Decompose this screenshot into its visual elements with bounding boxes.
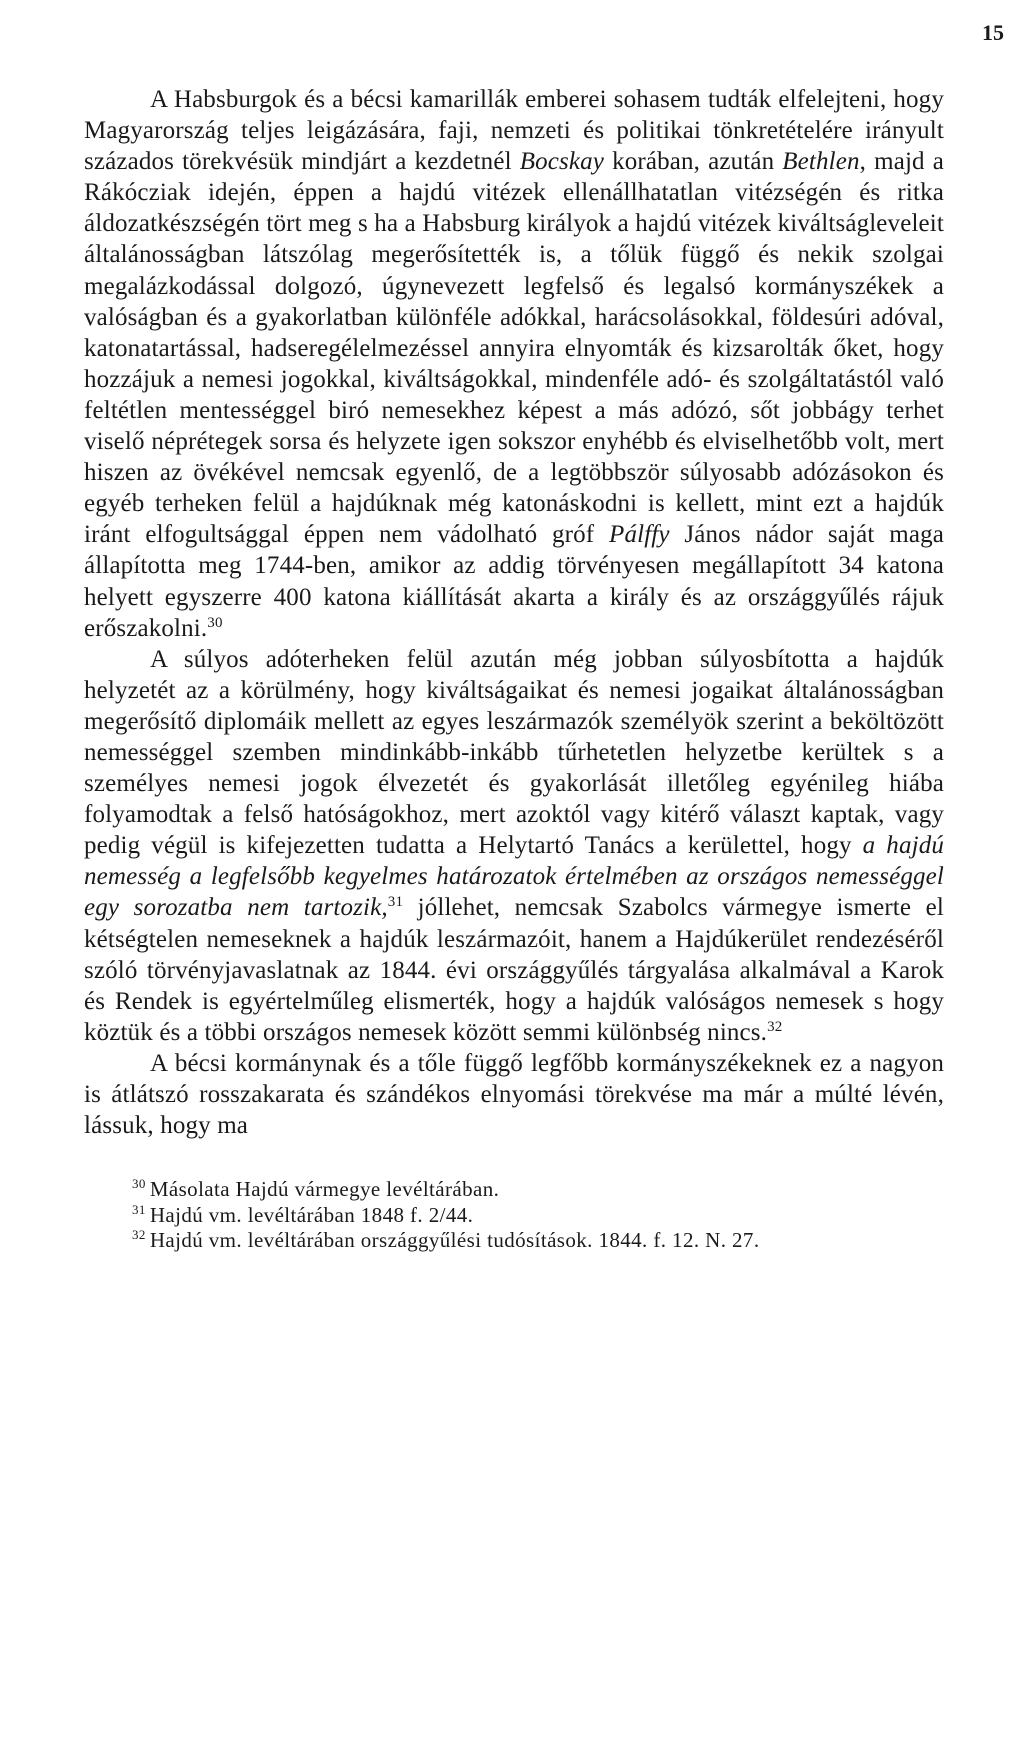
paragraph (84, 1048, 944, 1141)
text-run: korában, azután (604, 148, 783, 176)
footnote (84, 1203, 944, 1229)
italic-text: a hajdú nemesség a legfelsőbb kegyelmes határozatok értelmében az országos nemességgel egy sorozatba nem tartozik, (84, 832, 944, 922)
page-number: 15 (982, 20, 1004, 45)
text-run: János nádor saját maga állapította meg 1744-ben, amikor az addig törvényesen megállapított 34 katona helyett egyszerre 400 katona kiállítását akarta a király és az országgyűlés rájuk erőszakolni. (84, 521, 944, 642)
footnote-text: Másolata Hajdú vármegye levéltárában. (149, 1177, 500, 1202)
text-run: A súlyos adóterheken felül azután még jobban súlyosbította a hajdúk helyzetét az a körülmény, hogy kiváltságaikat és nemesi jogaikat általánosságban megerősítő diplomáik mellett az egyes leszármazók személyök szerint a beköltözött nemességgel szemben mindinkább-inkább tűrhetetlen helyzetbe kerültek s a személyes nemesi jogok élvezetét és gyakorlását illetőleg egyénileg hiába folyamodtak a felső hatóságokhoz, mert azoktól vagy kitérő választ kaptak, vagy pedig végül is kifejezetten tudatta a Helytartó Tanács a kerülettel, hogy (84, 645, 944, 860)
footnote-number: 30 (132, 1176, 146, 1192)
footnotes (84, 1177, 944, 1254)
footnote-number: 32 (132, 1227, 146, 1243)
footnote-reference: 32 (767, 1018, 783, 1035)
footnote-reference: 30 (207, 614, 223, 631)
page-content (84, 84, 944, 1254)
text-run: , majd a Rákócziak idején, éppen a hajdú vitézek ellenállhatatlan vitézségén és ritka áldozatkészségén tört meg s ha a Habsburg királyok a hajdú vitézek kiváltságleveleit általánosságban látszólag megerősítették is, a tőlük függő és nekik szolgai megalázkodással dolgozó, úgynevezett legfelső és legalsó kormányszékek a valóságban és a gyakorlatban különféle adókkal, harácsolásokkal, földesúri adóval, katonatartással, hadseregélelmezéssel annyira elnyomták és kizsarolták őket, hogy hozzájuk a nemesi jogokkal, kiváltságokkal, mindenféle adó- és szolgáltatástól való feltétlen mentességgel biró nemesekhez képest a más adózó, sőt jobbágy terhet viselő néprétegek sorsa és helyzete igen sokszor enyhébb és elviselhetőbb volt, mert hiszen az övékével nemcsak egyenlő, de a legtöbbször súlyosabb adózásokon és egyéb terheken felül a hajdúknak még katonáskodni is kellett, mint ezt a hajdúk iránt elfogultsággal éppen nem vádolható gróf (84, 148, 944, 549)
footnote (84, 1177, 944, 1203)
italic-text: Bocskay (519, 148, 605, 176)
paragraph (84, 84, 944, 644)
paragraph (84, 644, 944, 1048)
italic-text: Pálffy (609, 521, 670, 549)
text-run: A Habsburgok és a bécsi kamarillák emberei sohasem tudták elfelejteni, hogy Magyarország teljes leigázására, faji, nemzeti és politikai tönkretételére irányult százados törekvésük mindjárt a kezdetnél (84, 86, 944, 176)
text-run: jóllehet, nemcsak Szabolcs vármegye ismerte el kétségtelen nemeseknek a hajdúk leszármazóit, hanem a Hajdúkerület rendezéséről szóló törvényjavaslatnak az 1844. évi országgyűlés tárgyalása alkalmával a Karok és Rendek is egyértelműleg elismerték, hogy a hajdúk valóságos nemesek s hogy köztük és a többi országos nemesek között semmi különbség nincs. (84, 894, 944, 1046)
text-run: A bécsi kormánynak és a tőle függő legfőbb kormányszékeknek ez a nagyon is átlátszó rosszakarata és szándékos elnyomási törekvése ma már a múlté lévén, lássuk, hogy ma (84, 1049, 944, 1140)
footnote-text: Hajdú vm. levéltárában országgyűlési tudósítások. 1844. f. 12. N. 27. (149, 1228, 760, 1253)
footnote-number: 31 (132, 1201, 146, 1217)
footnote (84, 1228, 944, 1254)
body-text (84, 84, 944, 1141)
footnote-text: Hajdú vm. levéltárában 1848 f. 2/44. (149, 1202, 474, 1227)
footnote-reference: 31 (387, 894, 404, 911)
italic-text: Bethlen (782, 148, 860, 176)
